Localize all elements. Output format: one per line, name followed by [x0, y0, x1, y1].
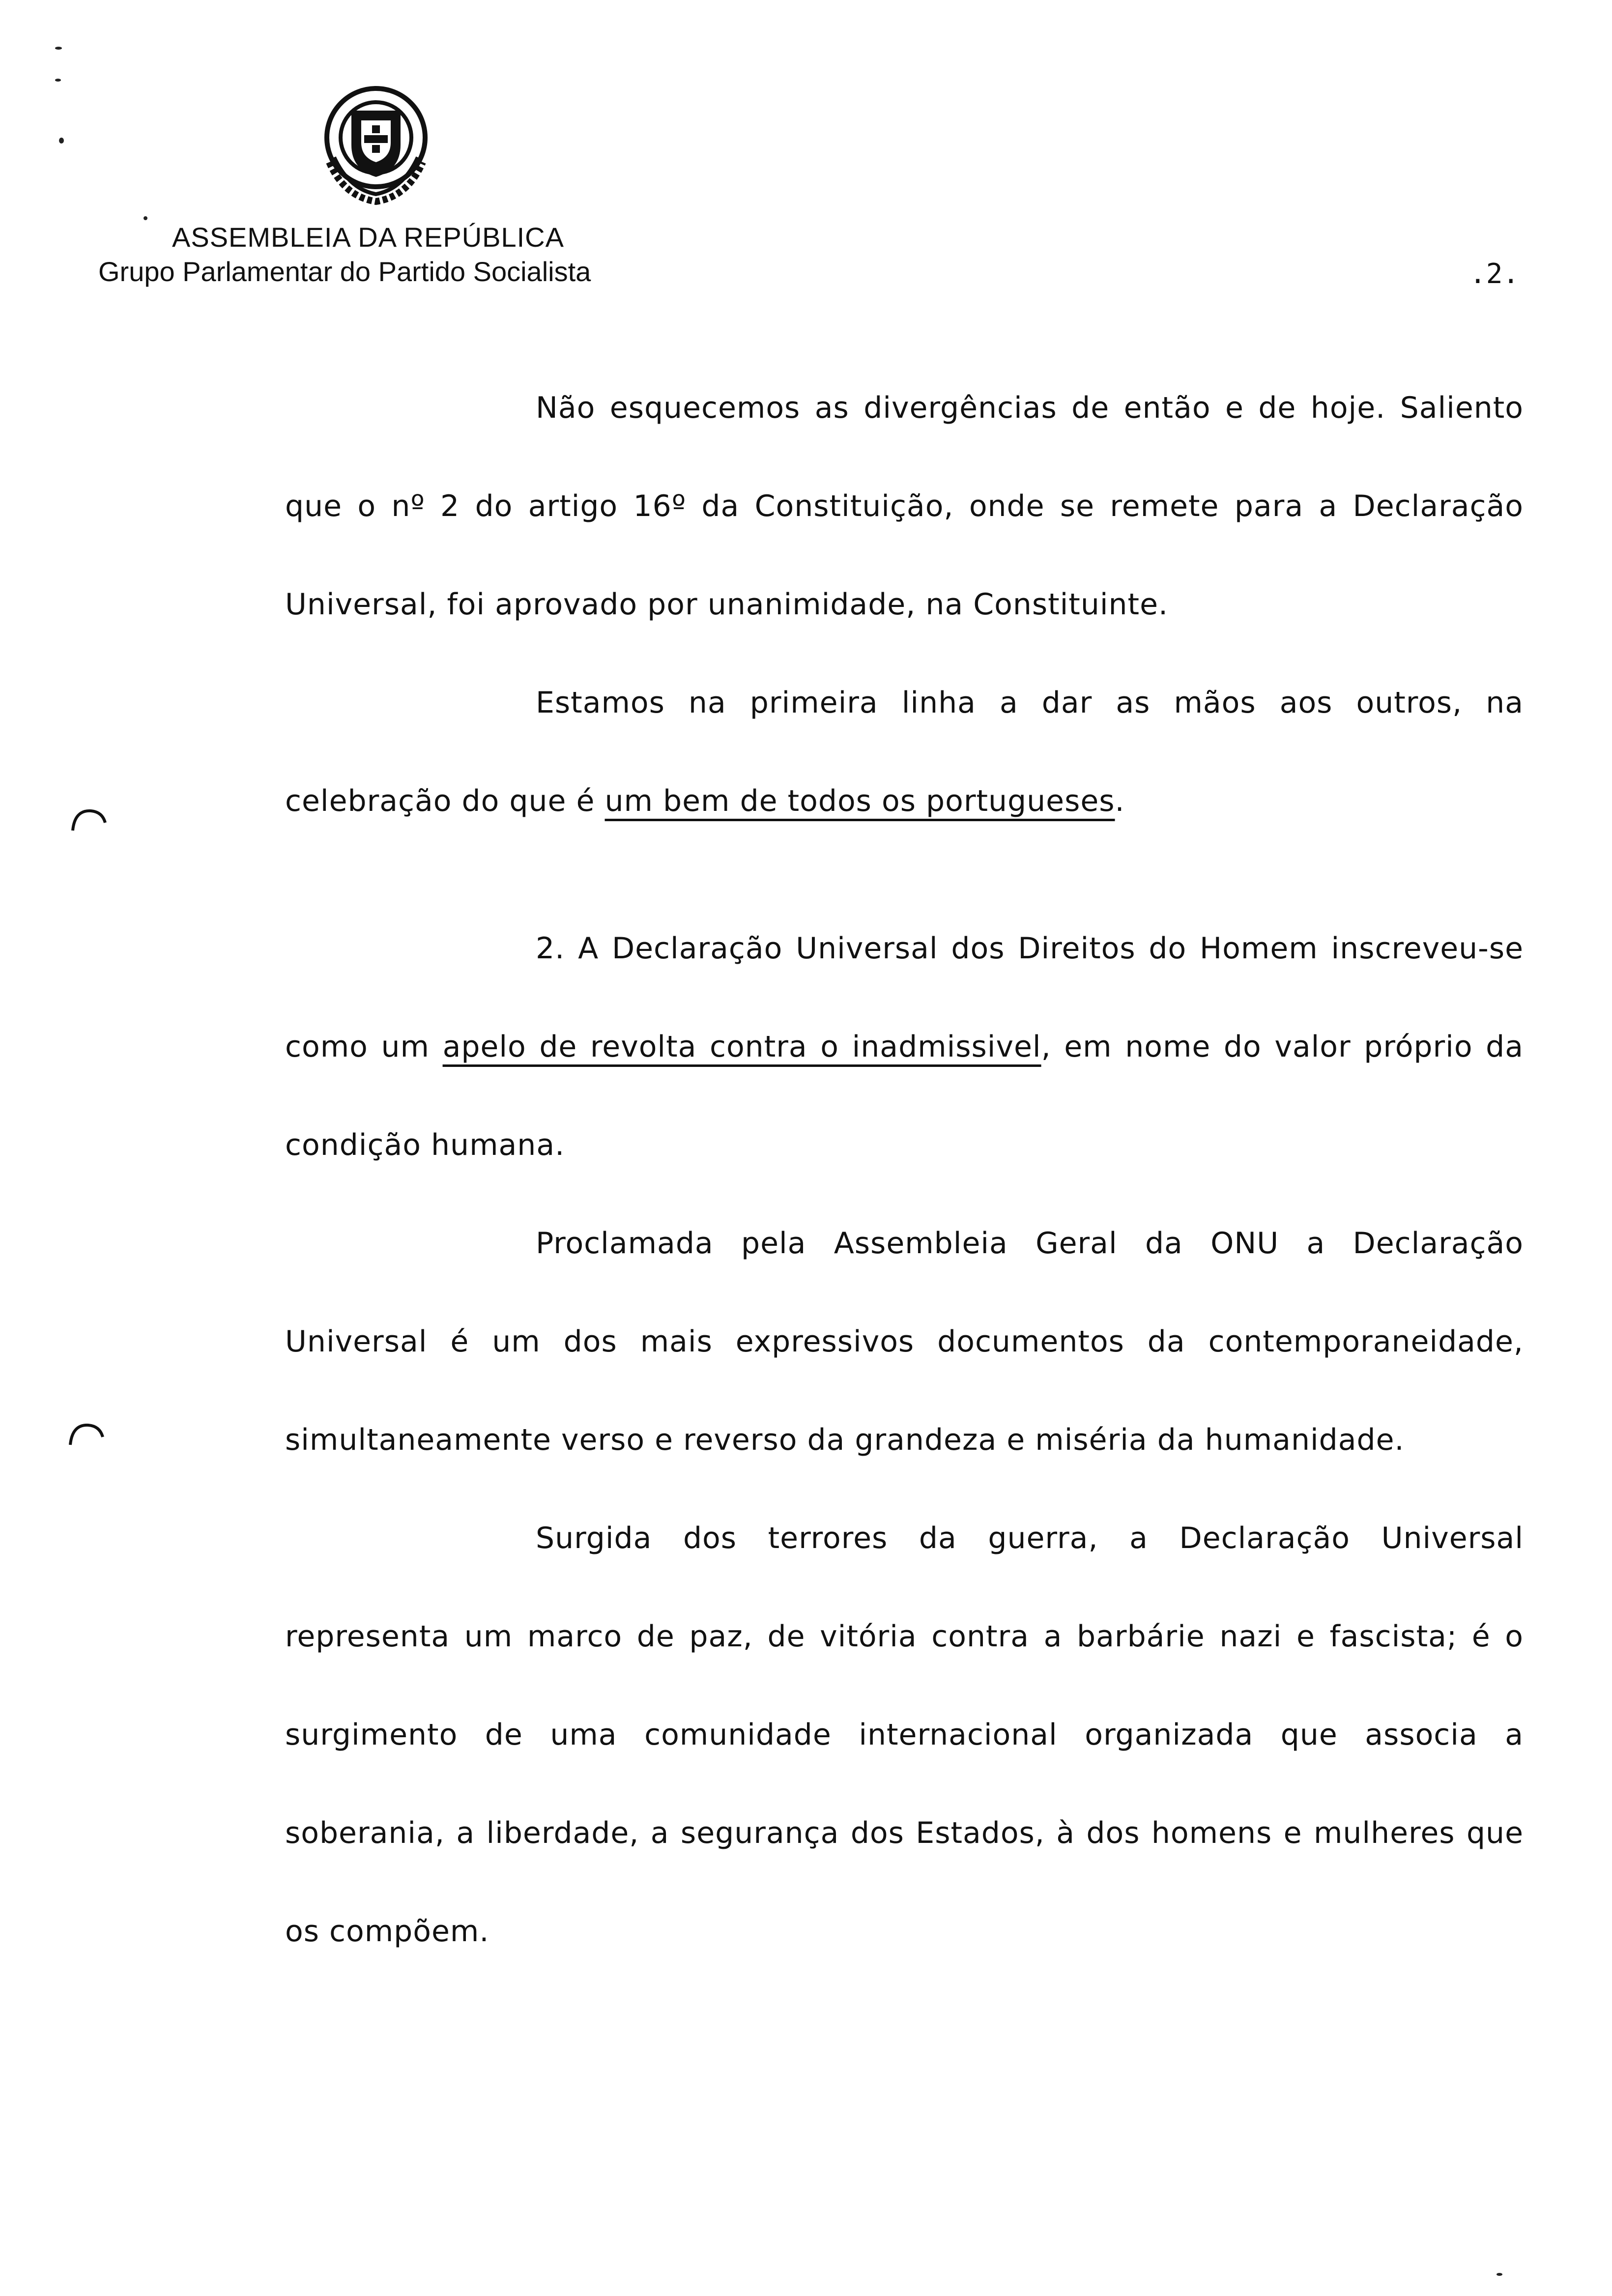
paragraph: Proclamada pela Assembleia Geral da ONU a Declaração Universal é um dos mais expressivos documentos da contemporaneidade, simultaneamente verso e reverso da grandeza e miséria da humanidade. [285, 1226, 1524, 1457]
parliamentary-group-name: Grupo Parlamentar do Partido Socialista [98, 256, 591, 287]
scan-speck [1497, 2273, 1502, 2276]
scan-speck [55, 47, 62, 50]
underlined-phrase: apelo de revolta contra o inadmissivel [442, 1030, 1041, 1064]
underlined-phrase: um bem de todos os portugueses [604, 784, 1115, 818]
punch-hole-mark-icon [66, 1420, 106, 1450]
paragraph: Não esquecemos as divergências de então e de hoje. Saliento que o nº 2 do artigo 16º da Constituição, onde se remete para a Declaração Universal, foi aprovado por unanimidade, na Constituinte. [285, 391, 1524, 622]
portuguese-coat-of-arms-icon [315, 84, 437, 206]
scan-speck [144, 216, 147, 220]
scan-speck [55, 79, 61, 82]
document-body [285, 359, 1524, 1980]
paragraph: Surgida dos terrores da guerra, a Declaração Universal representa um marco de paz, de vitória contra a barbárie nazi e fascista; é o surgimento de uma comunidade internacional organizada que associa a soberania, a liberdade, a segurança dos Estados, à dos homens e mulheres que os compõem. [285, 1521, 1524, 1949]
text-segment: 2. A Declaração Universal dos Direitos do Homem inscreveu-se como um [285, 931, 1524, 1064]
paragraph [285, 899, 1524, 1194]
institution-name: ASSEMBLEIA DA REPÚBLICA [172, 222, 564, 253]
text-segment: Estamos na primeira linha a dar as mãos aos outros, na celebração do que é [285, 686, 1524, 818]
scan-speck [59, 138, 64, 144]
text-segment: . [1115, 784, 1125, 818]
paragraph [285, 654, 1524, 850]
page-number: .2. [1469, 258, 1520, 290]
punch-hole-mark-icon [69, 806, 108, 835]
text-segment: , em nome do valor próprio da condição humana. [285, 1030, 1524, 1162]
